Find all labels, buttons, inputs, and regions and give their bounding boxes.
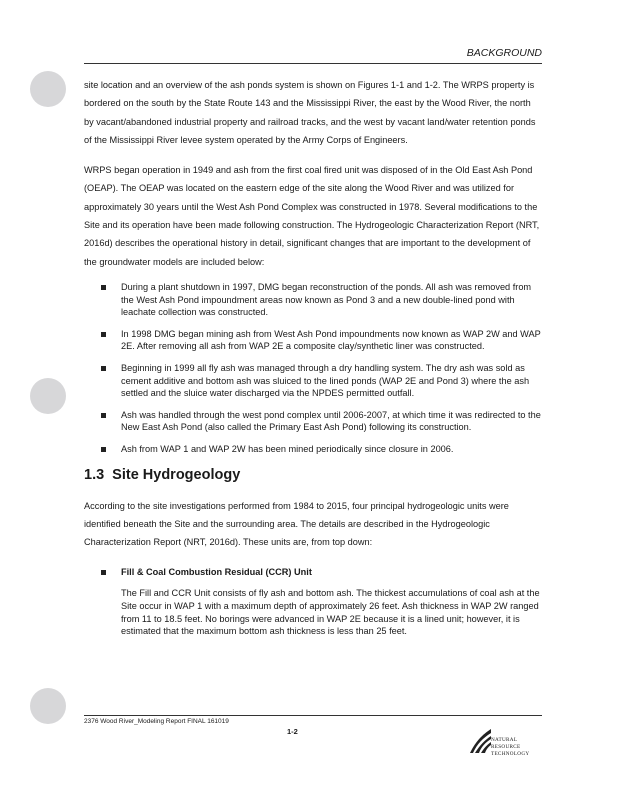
- paragraph-site-location: site location and an overview of the ash ponds system is shown on Figures 1-1 and 1-2. The WRPS property is bordered on the south by the State Route 143 and the Mississippi River, the east by the Wood River, the north by vacant/abandoned industrial property and railroad tracks, and the west by vacant land/water retention ponds of the Mississippi River levee system operated by the Army Corps of Engineers.: [84, 80, 536, 145]
- footer-document-name: 2376 Wood River_Modeling Report FINAL 161019: [84, 718, 229, 725]
- bullet-square-icon: [101, 285, 106, 290]
- paragraph-operation-history: WRPS began operation in 1949 and ash from the first coal fired unit was disposed of in the Old East Ash Pond (OEAP). The OEAP was located on the eastern edge of the site along the Wood River and was utilized for approximately 30 years until the West Ash Pond Complex was constructed in 1978. Several modifications to the Site and its operation have been made following construction. The Hydrogeologic Characterization Report (NRT, 2016d) describes the operational history in detail, significant changes that are important to the development of the groundwater models are included below:: [84, 165, 540, 267]
- running-header: BACKGROUND: [466, 47, 542, 59]
- unit-description: The Fill and CCR Unit consists of fly ash and bottom ash. The thickest accumulations of coal ash at the Site occur in WAP 1 with a maximum depth of approximately 26 feet. Ash thickness in WAP 2W ranged from 11 to 18.5 feet. No borings were advanced in WAP 2E because it is a lined unit; however, it is estimated that the maximum bottom ash thickness is less than 25 feet.: [121, 588, 540, 637]
- list-item: Ash was handled through the west pond complex until 2006-2007, at which time it was redirected to the New East Ash Pond (also called the Primary East Ash Pond) following its construction.: [84, 409, 542, 434]
- unit-title: Fill & Coal Combustion Residual (CCR) Unit: [121, 567, 312, 578]
- list-item: During a plant shutdown in 1997, DMG began reconstruction of the ponds. All ash was removed from the West Ash Pond impoundment areas now known as Pond 3 and a new double-lined pond with leachate collection was constructed.: [84, 281, 542, 319]
- list-item: Ash from WAP 1 and WAP 2W has been mined periodically since closure in 2006.: [84, 443, 542, 456]
- binder-hole-top: [30, 71, 66, 107]
- nrt-logo-icon: [468, 727, 492, 755]
- binder-hole-middle: [30, 378, 66, 414]
- unit-fill-ccr: [84, 563, 542, 637]
- list-item: Beginning in 1999 all fly ash was managed through a dry handling system. The dry ash was sold as cement additive and bottom ash was sluiced to the lined ponds (WAP 2E and Pond 3) where the ash settled and the sluice water discharged via the NPDES permitted outfall.: [84, 362, 542, 400]
- footer-rule: [84, 715, 542, 716]
- logo-wordmark: NATURAL RESOURCE TECHNOLOGY: [491, 737, 530, 757]
- bullet-square-icon: [101, 570, 106, 575]
- page-number: 1-2: [287, 727, 298, 736]
- section-heading: [84, 465, 542, 485]
- section-number: 1.3: [84, 466, 105, 483]
- section-title: Site Hydrogeology: [112, 466, 241, 483]
- header-rule: [84, 63, 542, 64]
- binder-hole-bottom: [30, 688, 66, 724]
- list-item: In 1998 DMG began mining ash from West Ash Pond impoundments now known as WAP 2W and WAP 2E. After removing all ash from WAP 2E a composite clay/synthetic liner was constructed.: [84, 328, 542, 353]
- page-body: [84, 76, 542, 650]
- bullet-square-icon: [101, 447, 106, 452]
- bullet-square-icon: [101, 413, 106, 418]
- history-bullet-list: [84, 281, 542, 456]
- bullet-square-icon: [101, 366, 106, 371]
- bullet-square-icon: [101, 332, 106, 337]
- paragraph-hydrogeologic-units: According to the site investigations performed from 1984 to 2015, four principal hydrogeologic units were identified beneath the Site and the surrounding area. The details are described in the Hydrogeologic Characterization Report (NRT, 2016d). These units are, from top down:: [84, 500, 509, 548]
